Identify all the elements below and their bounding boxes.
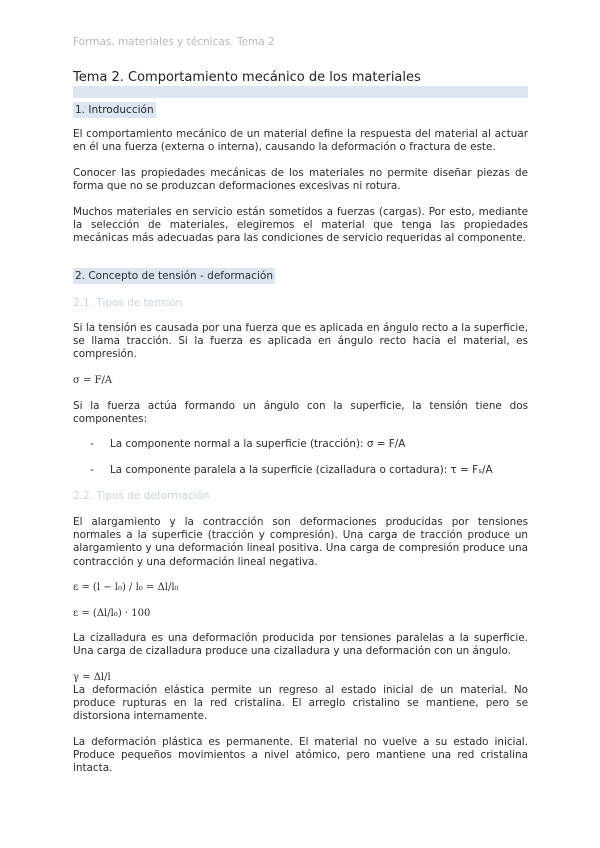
formula: σ = F/A <box>73 375 113 386</box>
list-item: - La componente paralela a la superficie (cizalladura o cortadura): τ = Fₛ/A <box>90 464 493 476</box>
paragraph: Conocer las propiedades mecánicas de los materiales no permite diseñar piezas de forma que no se produzcan deformaciones excesivas ni rotura. <box>73 167 528 193</box>
paragraph: Muchos materiales en servicio están sometidos a fuerzas (cargas). Por esto, mediante la selección de materiales, elegiremos el material que tenga las propiedades mecánicas más adecuadas para las condiciones de servicio requeridas al componente. <box>73 206 528 245</box>
list-item-text: La componente normal a la superficie (tracción): σ = F/A <box>110 438 406 450</box>
formula: γ = Δl/l <box>73 672 111 683</box>
paragraph: El alargamiento y la contracción son deformaciones producidas por tensiones normales a la superficie (tracción y compresión). Una carga de tracción produce un alargamiento y una deformación lineal positiva. Una carga de compresión produce una contracción y una deformación lineal negativa. <box>73 516 528 568</box>
paragraph: La deformación elástica permite un regreso al estado inicial de un material. No produce rupturas en la red cristalina. El arreglo cristalino se mantiene, pero se distorsiona internamente. <box>73 684 528 723</box>
paragraph: La deformación plástica es permanente. El material no vuelve a su estado inicial. Produce pequeños movimientos a nivel atómico, pero mantiene una red cristalina intacta. <box>73 736 528 775</box>
paragraph: La cizalladura es una deformación producida por tensiones paralelas a la superficie. Una carga de cizalladura produce una cizalladura y una deformación con un ángulo. <box>73 632 528 658</box>
formula: ε = (l − l₀) / l₀ = Δl/l₀ <box>73 582 179 593</box>
paragraph: El comportamiento mecánico de un material define la respuesta del material al actuar en él una fuerza (externa o interna), causando la deformación o fractura de este. <box>73 128 528 154</box>
section-heading-intro: 1. Introducción <box>75 104 154 116</box>
formula: ε = (Δl/l₀) · 100 <box>73 608 151 619</box>
list-item-text: La componente paralela a la superficie (cizalladura o cortadura): τ = Fₛ/A <box>110 464 493 476</box>
document-title: Tema 2. Comportamiento mecánico de los materiales <box>73 70 528 98</box>
running-header: Formas, materiales y técnicas. Tema 2 <box>73 36 275 48</box>
subsection-heading: 2.2. Tipos de deformación <box>73 490 210 502</box>
section-heading-tension: 2. Concepto de tensión - deformación <box>75 270 273 282</box>
subsection-heading: 2.1. Tipos de tensión <box>73 297 183 309</box>
paragraph: Si la tensión es causada por una fuerza que es aplicada en ángulo recto a la superficie, se llama tracción. Si la fuerza es aplicada en ángulo recto hacia el material, es compresión. <box>73 322 528 361</box>
list-item: - La componente normal a la superficie (tracción): σ = F/A <box>90 438 406 450</box>
paragraph: Si la fuerza actúa formando un ángulo con la superficie, la tensión tiene dos componentes: <box>73 400 528 426</box>
